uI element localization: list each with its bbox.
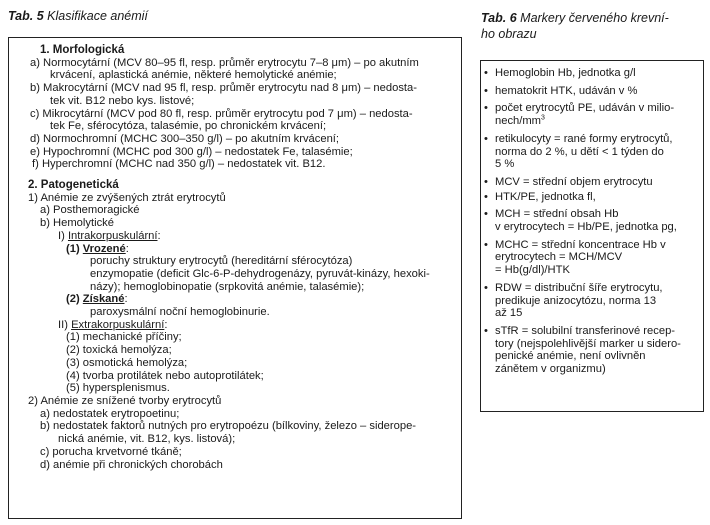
tab5-caption xyxy=(8,8,148,24)
superscript-3: 3 xyxy=(541,114,545,122)
morph-heading: 1. Morfologická xyxy=(40,44,125,56)
morph-line: b) Makrocytární (MCV nad 95 fl, resp. průměr erytrocytu nad 8 μm) – nedosta- xyxy=(30,82,417,95)
extra-line: II) Extrakorpuskulární: xyxy=(58,318,168,331)
marker-item: • MCH = střední obsah Hb v erytrocytech = Hb/PE, jednotka pg, xyxy=(483,208,701,233)
morph-line: a) Normocytární (MCV 80–95 fl, resp. průměr erytrocytu 7–8 μm) – po akutním xyxy=(30,56,419,69)
tab5-content xyxy=(30,44,462,471)
ziskane-number: (2) xyxy=(66,293,80,306)
marker-item: • MCHC = střední koncentrace Hb v erytrocytech = MCH/MCV = Hb(g/dl)/HTK xyxy=(483,239,701,277)
marker-item: • hematokrit HTK, udáván v % xyxy=(483,85,701,98)
extra-number: II) xyxy=(58,318,68,331)
tab6-title-line2: ho obrazu xyxy=(481,27,537,41)
pato2-line: nická anémie, vit. B12, kys. listová); xyxy=(58,433,236,446)
morph-line: e) Hypochromní (MCHC pod 300 g/l) – nedostatek Fe, talasémie; xyxy=(30,145,353,158)
extra-item: (3) osmotická hemolýza; xyxy=(66,356,188,369)
morph-line: krvácení, aplastická anémie, některé hemolytické anémie; xyxy=(50,69,337,82)
morph-line: c) Mikrocytární (MCV pod 80 fl, resp. průměr erytrocytu pod 7 μm) – nedosta- xyxy=(30,107,413,120)
pato-item-1: 1) Anémie ze zvýšených ztrát erytrocytů xyxy=(28,191,226,204)
marker-list xyxy=(483,67,701,376)
ziskane-detail: paroxysmální noční hemoglobinurie. xyxy=(90,306,270,319)
tab6-content xyxy=(483,67,701,381)
pato-item-1b: b) Hemolytické xyxy=(40,217,114,230)
pato-item-2: 2) Anémie ze snížené tvorby erytrocytů xyxy=(28,394,222,407)
extra-label: Extrakorpuskulární xyxy=(71,318,165,331)
tab6-caption xyxy=(481,10,696,42)
extra-item: (2) toxická hemolýza; xyxy=(66,344,172,357)
morph-line: d) Normochromní (MCHC 300–350 g/l) – po akutním krvácení; xyxy=(30,132,340,145)
marker-item: • retikulocyty = rané formy erytrocytů, norma do 2 %, u dětí < 1 týden do 5 % xyxy=(483,133,701,171)
pato-item-1a: a) Posthemoragické xyxy=(40,204,140,217)
intra-label: Intrakorpuskulární xyxy=(67,229,158,242)
morph-line: tek vit. B12 nebo kys. listové; xyxy=(50,94,195,107)
pato2-line: a) nedostatek erytropoetinu; xyxy=(40,407,180,420)
vrozene-detail: poruchy struktury erytrocytů (hereditární sférocytóza) xyxy=(90,255,353,268)
ziskane-line: (2) Získané: xyxy=(66,293,128,306)
marker-item: • sTfR = solubilní transferinové recep- tory (nejspolehlivější marker u sidero- penické anémie, není ovlivněn zánětem v organizmu) xyxy=(483,325,701,376)
vrozene-detail: názy); hemoglobinopatie (srpkovitá anémie, talasémie); xyxy=(90,280,365,293)
vrozene-detail: enzymopatie (deficit Glc-6-P-dehydrogenázy, pyruvát-kinázy, hexoki- xyxy=(90,267,430,280)
tab5-label: Tab. 5 xyxy=(8,9,44,23)
extra-item: (1) mechanické příčiny; xyxy=(66,331,182,344)
tab5-title: Klasifikace anémií xyxy=(47,9,148,23)
tab6-label: Tab. 6 xyxy=(481,11,517,25)
extra-item: (5) hypersplenismus. xyxy=(66,382,170,395)
ziskane-label: Získané xyxy=(82,293,125,306)
intra-line: I) Intrakorpuskulární: xyxy=(58,229,161,242)
morph-list xyxy=(30,57,462,171)
pato2-line: c) porucha krvetvorné tkáně; xyxy=(40,445,182,458)
vrozene-label: Vrozené xyxy=(82,242,126,255)
marker-item: • HTK/PE, jednotka fl, xyxy=(483,191,701,204)
intra-number: I) xyxy=(58,229,65,242)
marker-item: • Hemoglobin Hb, jednotka g/l xyxy=(483,67,701,80)
marker-item: • RDW = distribuční šíře erytrocytu, predikuje anizocytózu, norma 13 až 15 xyxy=(483,282,701,320)
vrozene-number: (1) xyxy=(66,242,80,255)
marker-item: • počet erytrocytů PE, udáván v milio- nech/$mm^3$ xyxy=(483,102,701,127)
vrozene-line: (1) Vrozené: xyxy=(66,242,129,255)
extra-item: (4) tvorba protilátek nebo autoprotilátek; xyxy=(66,369,264,382)
pato2-line: b) nedostatek faktorů nutných pro erytropoézu (bílkoviny, železo – sideropе- xyxy=(40,420,417,433)
pato-heading: 2. Patogenetická xyxy=(28,179,119,192)
tab6-title-line1: Markery červeného krevní- xyxy=(520,11,669,25)
morph-line: f) Hyperchromní (MCHC nad 350 g/l) – nedostatek vit. B12. xyxy=(32,158,326,171)
pato2-line: d) anémie při chronických chorobách xyxy=(40,458,223,471)
marker-item: • MCV = střední objem erytrocytu xyxy=(483,176,701,189)
morph-line: tek Fe, sférocytóza, talasémie, po chronickém krvácení; xyxy=(50,120,327,133)
